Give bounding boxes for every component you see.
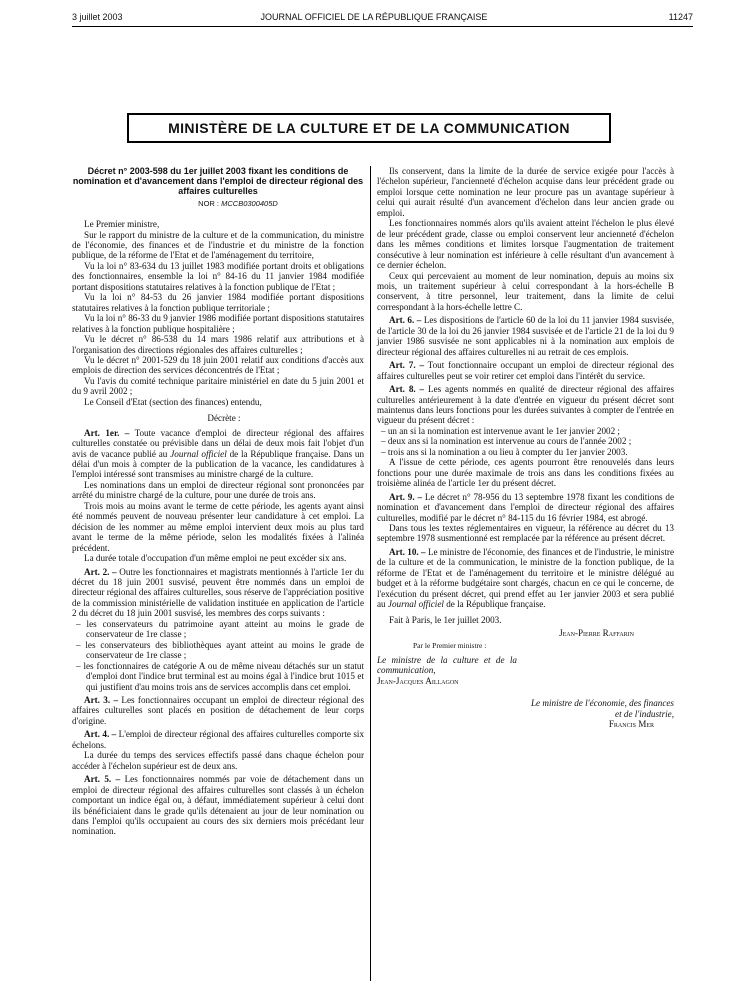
article-8-label: Art. 8. – <box>389 384 425 395</box>
preamble-line: Vu la loi n° 86-33 du 9 janvier 1986 modifiée portant dispositions statutaires relatives à la fonction publique hospitalière ; <box>72 313 364 334</box>
article-3-label: Art. 3. – <box>84 695 119 705</box>
decrete-heading: Décrète : <box>207 413 241 424</box>
article-6 <box>377 315 674 357</box>
preamble-line: Sur le rapport du ministre de la culture et de la communication, du ministre de l'économie, des finances et de l'industrie et du ministre de la fonction publique, de la réforme de l'Etat et de l'aménagement du territoire, <box>72 229 364 261</box>
article-5-paragraph: Les fonctionnaires nommés alors qu'ils avaient atteint l'échelon le plus élevé de leur précédent grade, classe ou emploi conservent leur ancienneté d'échelon dans les mêmes conditions et limites lorsque l'augmentation de traitement consécutive à leur nomination est inférieure à celle résultant d'un avancement à ce dernier échelon. <box>377 218 674 271</box>
article-2-label: Art. 2. – <box>84 566 117 577</box>
list-item: – les conservateurs des bibliothèques ayant atteint au moins le grade de conservateur de 1re classe ; <box>86 640 364 661</box>
article-10-text-cont: de la République française. <box>446 599 546 610</box>
preamble-line: Le Conseil d'Etat (section des finances) entendu, <box>84 396 262 407</box>
right-column <box>377 166 674 730</box>
preamble-line: Vu le décret n° 86-538 du 14 mars 1986 relatif aux attributions et à l'organisation des directions régionales des affaires culturelles ; <box>72 334 364 355</box>
article-7 <box>377 360 674 381</box>
article-10 <box>377 547 674 610</box>
article-1-paragraph: La durée totale d'occupation d'un même emploi ne peut excéder six ans. <box>84 553 347 564</box>
article-4-text: L'emploi de directeur régional des affaires culturelles comporte six échelons. <box>72 729 365 750</box>
article-6-text: Les dispositions de l'article 60 de la loi du 11 janvier 1984 susvisée, de l'article 30 de la loi du 26 janvier 1984 susvisée et de l'article 21 de la loi du 9 janvier 1986 susvisée ne sont applicables ni à la nomination aux emplois de directeur régional des affaires culturelles ni au retrait de ces emplois. <box>377 315 675 357</box>
article-4 <box>72 729 364 750</box>
article-1-text-cont: de la République française. Dans un délai d'un mois à compter de la publication de la vacance, les candidatures à l'emploi intéressé sont transmises au ministre chargé de la culture. <box>72 448 365 480</box>
list-item: – un an si la nomination est intervenue avant le 1er janvier 2002 ; <box>391 426 674 436</box>
article-5-paragraph: Ceux qui percevaient au moment de leur nomination, depuis au moins six mois, un traitement supérieur à celui correspondant à la hors-échelle B conservent, à titre personnel, leur traitement, dans la limite de celui correspondant à la hors-échelle lettre C. <box>377 270 674 312</box>
article-1-text: Toute vacance d'emploi de directeur régional des affaires culturelles constatée ou prévisible dans un délai de deux mois fait l'objet d'un avis de vacance publié au <box>72 427 364 459</box>
list-item: – les conservateurs du patrimoine ayant atteint au moins le grade de conservateur de 1re classe ; <box>86 619 364 640</box>
nor-label: NOR : <box>198 198 220 208</box>
article-4-paragraph: La durée du temps des services effectifs passé dans chaque échelon pour accéder à l'échelon supérieur est de deux ans. <box>72 750 364 771</box>
nor-reference <box>112 199 364 209</box>
preamble-line: Le Premier ministre, <box>84 219 160 230</box>
article-10-label: Art. 10. – <box>389 546 426 557</box>
article-6-label: Art. 6. – <box>389 315 422 326</box>
ministry-banner: MINISTÈRE DE LA CULTURE ET DE LA COMMUNICATION <box>127 113 611 143</box>
article-7-label: Art. 7. – <box>389 360 425 371</box>
list-item: – les fonctionnaires de catégorie A ou de même niveau détachés sur un statut d'emploi dont l'indice brut terminal est au moins égal à l'indice brut 1015 et qui justifient d'au moins trois ans de services accomplis dans cet emploi. <box>86 661 364 692</box>
par-le-premier-ministre: Par le Premier ministre : <box>413 641 487 651</box>
list-item: – trois ans si la nomination a ou lieu à compter du 1er janvier 2003. <box>391 447 674 457</box>
decree-title: Décret n° 2003-598 du 1er juillet 2003 fixant les conditions de nomination et d'avancement dans l'emploi de directeur régional des affaires culturelles <box>72 166 364 197</box>
article-9-text: Le décret n° 78-956 du 13 septembre 1978 fixant les conditions de nomination et d'avancement dans l'emploi de directeur régional des affaires culturelles, modifié par le décret n° 84-115 du 16 février 1984, est abrogé. <box>377 491 674 523</box>
article-5-paragraph: Ils conservent, dans la limite de la durée de service exigée pour l'accès à l'échelon supérieur, l'ancienneté d'échelon acquise dans leur précédent grade ou emploi lorsque cette nomination ne leur procure pas un avantage supérieur à celui qui aurait résulté d'un avancement d'échelon dans leur ancien grade ou emploi. <box>377 166 674 218</box>
article-9 <box>377 492 674 523</box>
column-divider <box>370 166 371 981</box>
article-7-text: Tout fonctionnaire occupant un emploi de directeur régional des affaires culturelles peut se voir retirer cet emploi dans l'intérêt du service. <box>377 360 674 381</box>
article-1-paragraph: Trois mois au moins avant le terme de cette période, les agents ayant ainsi été nommés peuvent de nouveau présenter leur candidature à cet emploi. La décision de les nommer au même emploi intervient deux mois au plus tard avant le terme de la même période, selon les modalités fixées à l'alinéa précédent. <box>72 500 364 553</box>
preamble-line: Vu le décret n° 2001-529 du 18 juin 2001 relatif aux conditions d'accès aux emplois de direction des services déconcentrés de l'Etat ; <box>72 354 364 376</box>
nor-value: MCCB0300405D <box>221 198 278 208</box>
header-rule <box>72 26 693 27</box>
article-8-paragraph: A l'issue de cette période, ces agents pourront être renouvelés dans leurs fonctions pour une durée maximale de trois ans dans les conditions fixées au troisième alinéa de l'article 1er du présent décret. <box>377 457 674 489</box>
article-1-paragraph: Les nominations dans un emploi de directeur régional sont prononcées par arrêté du ministre chargé de la culture, pour une durée de trois ans. <box>72 479 364 501</box>
article-5-text: Les fonctionnaires nommés par voie de détachement dans un emploi de directeur régional des affaires culturelles sont classés à un échelon comportant un indice égal ou, à défaut, immédiatement supérieur à celui dont ils bénéficiaient dans le grade qu'ils détenaient au jour de leur nomination ou dans l'emploi qu'ils occupaient au cours des six derniers mois précédant leur nomination. <box>72 774 364 837</box>
header-page-number: 11247 <box>668 12 693 22</box>
article-4-label: Art. 4. – <box>84 729 117 740</box>
article-8-list <box>377 426 674 457</box>
article-8 <box>377 384 674 426</box>
article-2 <box>72 567 364 619</box>
article-10-text: Le ministre de l'économie, des finances et de l'industrie, le ministre de la culture et de la communication, le ministre de la fonction publique, de la réforme de l'Etat et de l'aménagement du territoire et le ministre délégué au budget et à la réforme budgétaire sont chargés, chacun en ce qui le concerne, de l'exécution du présent décret, qui prend effet au 1er janvier 2003 et sera publié au <box>377 546 675 610</box>
list-item: – deux ans si la nomination est intervenue au cours de l'année 2002 ; <box>391 436 674 446</box>
preamble-line: Vu l'avis du comité technique paritaire ministériel en date du 5 juin 2001 et du 9 avril 2002 ; <box>72 375 364 397</box>
article-9-paragraph: Dans tous les textes réglementaires en vigueur, la référence au décret du 13 septembre 1978 susmentionné est remplacée par la référence au présent décret. <box>377 522 674 544</box>
left-column <box>72 166 364 837</box>
article-1-label: Art. 1er. – <box>84 427 130 438</box>
article-3 <box>72 695 364 726</box>
article-3-text: Les fonctionnaires occupant un emploi de directeur régional des affaires culturelles sont placés en position de détachement de leur corps d'origine. <box>72 695 365 726</box>
article-5 <box>72 774 364 837</box>
prime-minister-signature: Jean-Pierre Raffarin <box>559 628 634 639</box>
place-date: Fait à Paris, le 1er juillet 2003. <box>389 614 502 625</box>
article-2-text: Outre les fonctionnaires et magistrats mentionnés à l'article 1er du décret du 18 juin 2001 susvisé, peuvent être nommés dans un emploi de directeur régional des affaires culturelles, sous réserve de l'appréciation positive de la commission ministérielle de validation instituée en application de l'article 2 du décret du 18 juin 2001 susvisé, les membres des corps suivants : <box>72 566 364 619</box>
economy-minister-signature: Francis Mer <box>608 719 654 730</box>
journal-officiel-ref: Journal officiel <box>387 599 444 610</box>
article-8-text: Les agents nommés en qualité de directeur régional des affaires culturelles antérieurement à la date d'entrée en vigueur du présent décret sont maintenus dans leurs fonctions pour les durées suivantes à compter de l'entrée en vigueur du présent décret : <box>377 384 674 426</box>
culture-minister-signature: Jean-Jacques Aillagon <box>377 675 459 686</box>
article-9-label: Art. 9. – <box>389 491 423 502</box>
header-journal-title: JOURNAL OFFICIEL DE LA RÉPUBLIQUE FRANÇAISE <box>260 12 488 22</box>
article-2-list <box>72 619 364 692</box>
economy-minister-title: Le ministre de l'économie, des finances et de l'industrie, <box>530 698 674 719</box>
preamble-line: Vu la loi n° 83-634 du 13 juillet 1983 modifiée portant droits et obligations des fonctionnaires, ensemble la loi n° 84-16 du 11 janvier 1984 modifiée portant dispositions statutaires relatives à la fonction publique de l'Etat ; <box>72 260 364 292</box>
article-1 <box>72 428 364 480</box>
preamble-line: Vu la loi n° 84-53 du 26 janvier 1984 modifiée portant dispositions statutaires relatives à la fonction publique territoriale ; <box>72 292 364 313</box>
culture-minister-title: Le ministre de la culture et de la communication, <box>377 654 517 676</box>
header-date: 3 juillet 2003 <box>72 12 123 22</box>
article-5-label: Art. 5. – <box>84 774 121 785</box>
journal-officiel-ref: Journal officiel <box>170 448 227 459</box>
